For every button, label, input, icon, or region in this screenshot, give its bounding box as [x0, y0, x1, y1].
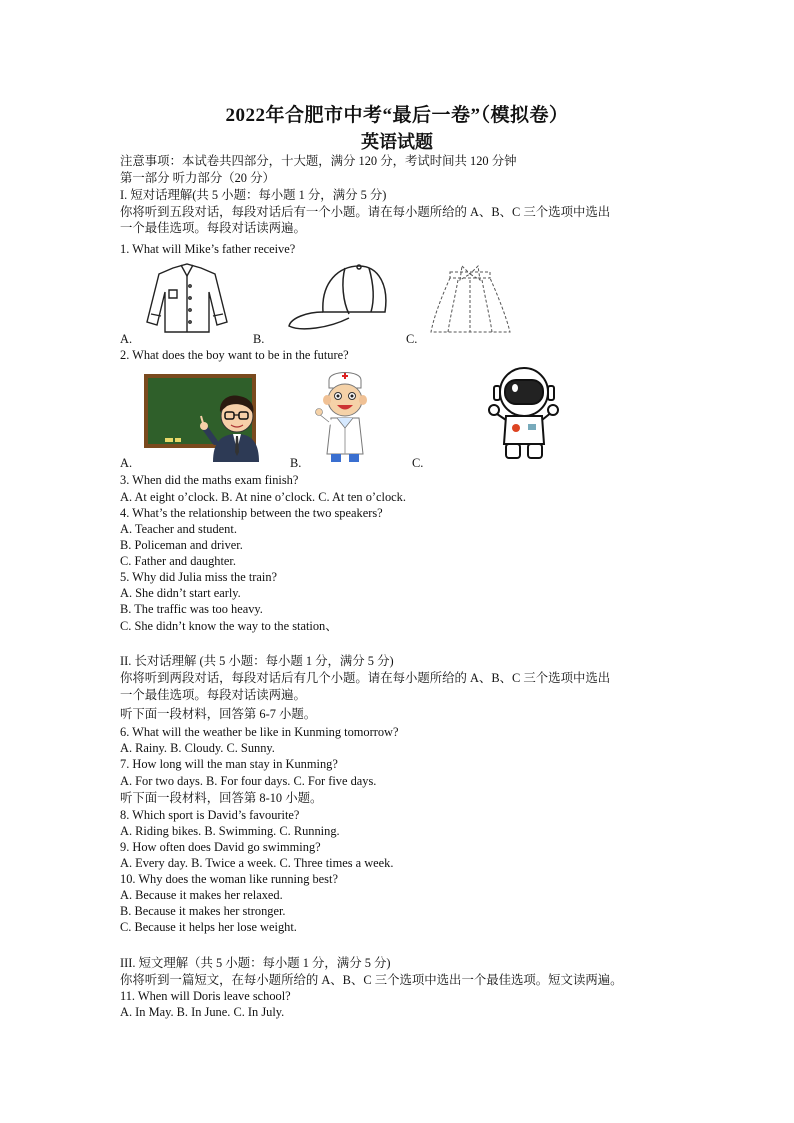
question-4-option-a: A. Teacher and student.: [120, 522, 237, 536]
question-9-options: A. Every day. B. Twice a week. C. Three times a week.: [120, 856, 394, 870]
q2-option-c: C.: [412, 456, 424, 470]
question-10: 10. Why does the woman like running best?: [120, 872, 338, 886]
q1-option-a: A.: [120, 332, 133, 346]
question-4: 4. What’s the relationship between the two speakers?: [120, 506, 383, 520]
question-2: 2. What does the boy want to be in the future?: [120, 348, 349, 362]
shirt-icon: [145, 262, 230, 334]
question-7: 7. How long will the man stay in Kunming?: [120, 757, 338, 771]
q1-option-b: B.: [253, 332, 265, 346]
page-subtitle: 英语试题: [361, 132, 433, 152]
question-5-option-c: C. She didn’t know the way to the station、: [120, 619, 338, 633]
material-2-note: 听下面一段材料，回答第 8-10 小题。: [120, 791, 323, 805]
section-1-instruction-2: 一个最佳选项。每段对话读两遍。: [120, 221, 306, 235]
part-heading: 第一部分 听力部分（20 分）: [120, 171, 275, 185]
question-5-option-b: B. The traffic was too heavy.: [120, 602, 263, 616]
question-5-option-a: A. She didn’t start early.: [120, 586, 241, 600]
q2-option-a: A.: [120, 456, 133, 470]
question-10-option-a: A. Because it makes her relaxed.: [120, 888, 283, 902]
section-2-instruction-2: 一个最佳选项。每段对话读两遍。: [120, 688, 306, 702]
material-1-note: 听下面一段材料，回答第 6-7 小题。: [120, 707, 317, 721]
question-3-options: A. At eight o’clock. B. At nine o’clock. C. At ten o’clock.: [120, 490, 406, 504]
question-7-options: A. For two days. B. For four days. C. For five days.: [120, 774, 377, 788]
q1-option-c: C.: [406, 332, 418, 346]
question-4-option-b: B. Policeman and driver.: [120, 538, 243, 552]
question-4-option-c: C. Father and daughter.: [120, 554, 236, 568]
skirt-icon: [428, 262, 513, 336]
doctor-icon: [315, 370, 375, 464]
section-3-instruction: 你将听到一篇短文，在每小题所给的 A、B、C 三个选项中选出一个最佳选项。短文读两遍。: [120, 973, 623, 987]
question-5: 5. Why did Julia miss the train?: [120, 570, 278, 584]
question-11-options: A. In May. B. In June. C. In July.: [120, 1005, 285, 1019]
question-9: 9. How often does David go swimming?: [120, 840, 321, 854]
question-3: 3. When did the maths exam finish?: [120, 473, 299, 487]
question-6-options: A. Rainy. B. Cloudy. C. Sunny.: [120, 741, 275, 755]
section-1-heading: I. 短对话理解(共 5 小题：每小题 1 分，满分 5 分): [120, 188, 387, 202]
section-3-heading: III. 短文理解（共 5 小题：每小题 1 分，满分 5 分): [120, 956, 391, 970]
question-6: 6. What will the weather be like in Kunming tomorrow?: [120, 725, 399, 739]
q2-option-b: B.: [290, 456, 302, 470]
teacher-icon: [143, 370, 261, 462]
question-10-option-b: B. Because it makes her stronger.: [120, 904, 286, 918]
page-title: 2022年合肥市中考“最后一卷”（模拟卷）: [225, 105, 569, 126]
question-8-options: A. Riding bikes. B. Swimming. C. Running.: [120, 824, 340, 838]
section-2-instruction: 你将听到两段对话，每段对话后有几个小题。请在每小题所给的 A、B、C 三个选项中选出: [120, 671, 611, 685]
question-1: 1. What will Mike’s father receive?: [120, 242, 296, 256]
cap-icon: [285, 262, 390, 334]
question-8: 8. Which sport is David’s favourite?: [120, 808, 300, 822]
notice: 注意事项：本试卷共四部分，十大题，满分 120 分，考试时间共 120 分钟: [120, 154, 517, 168]
question-11: 11. When will Doris leave school?: [120, 989, 291, 1003]
section-2-heading: II. 长对话理解 (共 5 小题：每小题 1 分，满分 5 分): [120, 654, 394, 668]
section-1-instruction: 你将听到五段对话，每段对话后有一个小题。请在每小题所给的 A、B、C 三个选项中选出: [120, 205, 611, 219]
astronaut-icon: [488, 364, 560, 462]
question-10-option-c: C. Because it helps her lose weight.: [120, 920, 297, 934]
